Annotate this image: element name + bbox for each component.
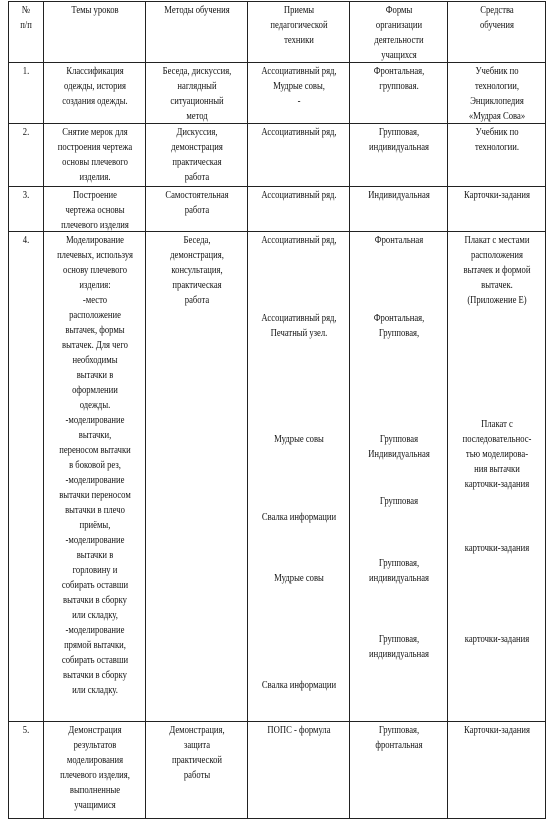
- techniques-line: Печатный узел.: [270, 328, 328, 339]
- header-forms-line: деятельности: [374, 35, 424, 46]
- methods-line: практическая: [172, 157, 222, 168]
- means-line: Плакат с: [481, 419, 513, 430]
- topic-line: моделирования: [66, 755, 124, 766]
- forms-line: Групповая,: [378, 634, 420, 645]
- methods-line: демонстрация: [171, 142, 223, 153]
- topic-line: Классификация: [66, 66, 124, 77]
- header-topic: [53, 3, 137, 18]
- topic-line: прямой вытачки,: [64, 640, 126, 651]
- row-number-text: 5.: [22, 725, 30, 736]
- topic-line: собирать оставши: [61, 580, 129, 591]
- row-4-forms-a: [359, 233, 439, 248]
- topic-line: плечевых, используя: [57, 250, 133, 261]
- header-forms-line: Формы: [385, 5, 413, 16]
- topic-line: создания одежды.: [62, 96, 128, 107]
- topic-line: оформлении: [72, 385, 118, 396]
- forms-line: Групповая,: [378, 558, 420, 569]
- techniques-line: Ассоциативный ряд.: [261, 190, 337, 201]
- row-1-number: [11, 64, 41, 79]
- forms-line: Групповая,: [378, 725, 420, 736]
- means-line: Учебник по: [475, 66, 519, 77]
- row-3-techniques: [257, 188, 341, 203]
- row-4-forms-e: [359, 556, 439, 586]
- means-line: технологии.: [474, 142, 520, 153]
- topic-line: вытачки переносом: [59, 490, 131, 501]
- row-3-methods: [155, 188, 239, 218]
- row-2-topic: [53, 125, 137, 185]
- header-number-line: п/п: [20, 20, 32, 31]
- means-line: расположения: [471, 250, 523, 261]
- forms-line: Индивидуальная: [368, 449, 430, 460]
- row-2-number: [11, 125, 41, 140]
- forms-line: индивидуальная: [369, 142, 429, 153]
- row-number-text: 1.: [22, 66, 30, 77]
- forms-line: групповая.: [379, 81, 419, 92]
- techniques-line: -: [297, 96, 301, 107]
- topic-line: расположение: [69, 310, 121, 321]
- row-4-forms-d: [359, 494, 439, 509]
- header-techniques-line: педагогической: [270, 20, 328, 31]
- row-number-text: 2.: [22, 127, 30, 138]
- row-5-means: [457, 723, 537, 738]
- topic-line: одежды, история: [64, 81, 126, 92]
- row-5-topic: [53, 723, 137, 813]
- means-line: Плакат с местами: [464, 235, 530, 246]
- topic-line: плечевого изделия: [61, 220, 129, 231]
- row-4-techniques-e: [257, 571, 341, 586]
- forms-line: Групповая,: [378, 328, 420, 339]
- methods-line: наглядный: [177, 81, 217, 92]
- methods-line: демонстрация,: [170, 250, 224, 261]
- topic-line: выполненные: [69, 785, 121, 796]
- methods-line: работа: [184, 205, 210, 216]
- row-number-text: 4.: [22, 235, 30, 246]
- methods-line: защита: [183, 740, 211, 751]
- row-3-topic: [53, 188, 137, 233]
- row-number-text: 3.: [22, 190, 30, 201]
- topic-line: -моделирование: [65, 535, 125, 546]
- row-3-means: [457, 188, 537, 203]
- row-4-techniques-d: [257, 510, 341, 525]
- techniques-line: Мудрые совы: [274, 434, 324, 445]
- topic-line: -место: [82, 295, 108, 306]
- topic-line: вытачки в: [76, 370, 114, 381]
- methods-line: практическая: [172, 280, 222, 291]
- header-methods: [155, 3, 239, 18]
- row-1-topic: [53, 64, 137, 109]
- means-line: последовательнос-: [462, 434, 532, 445]
- row-3-forms: [359, 188, 439, 203]
- topic-line: приёмы,: [79, 520, 111, 531]
- topic-line: собирать оставши: [61, 655, 129, 666]
- topic-line: изделия:: [79, 280, 111, 291]
- row-1-methods: [155, 64, 239, 124]
- forms-line: Фронтальная: [374, 235, 424, 246]
- row-5-techniques: [257, 723, 341, 738]
- topic-line: или складку.: [72, 685, 118, 696]
- row-4-forms-f: [359, 632, 439, 662]
- techniques-line: Мудрые совы,: [273, 81, 325, 92]
- header-number: [11, 3, 41, 33]
- techniques-line: Ассоциативный ряд,: [261, 235, 337, 246]
- topic-line: одежды.: [79, 400, 111, 411]
- forms-line: Групповая: [379, 496, 419, 507]
- topic-line: Снятие мерок для: [62, 127, 128, 138]
- means-line: «Мудрая Сова»: [468, 111, 526, 122]
- techniques-line: ПОПС - формула: [267, 725, 331, 736]
- row-4-techniques-a: [257, 233, 341, 248]
- topic-line: необходимы: [72, 355, 118, 366]
- header-means-line: обучения: [479, 20, 514, 31]
- methods-line: практической: [171, 755, 223, 766]
- header-number-line: №: [21, 5, 31, 16]
- topic-line: основы плечевого: [62, 157, 128, 168]
- row-2-means: [457, 125, 537, 155]
- means-line: Учебник по: [475, 127, 519, 138]
- methods-line: работа: [184, 172, 210, 183]
- techniques-line: Мудрые совы: [274, 573, 324, 584]
- methods-line: Беседа,: [183, 235, 211, 246]
- topic-line: учащимися: [74, 800, 116, 811]
- means-line: (Приложение Е): [467, 295, 527, 306]
- topic-line: результатов: [73, 740, 117, 751]
- row-4-number: [11, 233, 41, 248]
- means-line: карточки-задания: [464, 634, 530, 645]
- header-techniques: [257, 3, 341, 48]
- techniques-line: Ассоциативный ряд,: [261, 313, 337, 324]
- means-line: ния вытачки: [474, 464, 520, 475]
- topic-line: -моделирование: [65, 415, 125, 426]
- means-line: Энциклопедия: [470, 96, 524, 107]
- row-4-methods: [155, 233, 239, 308]
- row-4-means-c: [457, 541, 537, 556]
- means-line: Карточки-задания: [464, 190, 530, 201]
- row-3-number: [11, 188, 41, 203]
- forms-line: индивидуальная: [369, 573, 429, 584]
- row-4-forms-b: [359, 311, 439, 341]
- techniques-line: Ассоциативный ряд,: [261, 127, 337, 138]
- topic-line: вытачки в сборку: [63, 670, 127, 681]
- methods-line: Самостоятельная: [165, 190, 229, 201]
- topic-line: переносом вытачки: [59, 445, 131, 456]
- topic-line: -моделирование: [65, 475, 125, 486]
- row-4-means-b: [457, 417, 537, 492]
- forms-line: Фронтальная,: [373, 313, 425, 324]
- topic-line: -моделирование: [65, 625, 125, 636]
- forms-line: Фронтальная,: [373, 66, 425, 77]
- row-5-methods: [155, 723, 239, 783]
- row-4-means-a: [457, 233, 537, 308]
- forms-line: фронтальная: [375, 740, 423, 751]
- row-5-number: [11, 723, 41, 738]
- means-line: вытачек и формой: [463, 265, 531, 276]
- header-methods-line: Методы обучения: [164, 5, 230, 16]
- techniques-line: Свалка информации: [261, 512, 337, 523]
- methods-line: метод: [186, 111, 208, 122]
- means-line: вытачек.: [481, 280, 513, 291]
- means-line: технологии,: [474, 81, 520, 92]
- topic-line: Демонстрация: [68, 725, 122, 736]
- topic-line: вытачки,: [78, 430, 112, 441]
- row-1-techniques: [257, 64, 341, 109]
- row-2-forms: [359, 125, 439, 155]
- means-line: карточки-задания: [464, 479, 530, 490]
- methods-line: работа: [184, 295, 210, 306]
- row-4-topic: [53, 233, 137, 698]
- forms-line: Групповая,: [378, 127, 420, 138]
- techniques-line: Ассоциативный ряд,: [261, 66, 337, 77]
- topic-line: вытачки в сборку: [63, 595, 127, 606]
- means-line: тью моделирова-: [465, 449, 529, 460]
- topic-line: основу плечевого: [62, 265, 128, 276]
- row-1-forms: [359, 64, 439, 94]
- header-means: [457, 3, 537, 33]
- row-2-methods: [155, 125, 239, 185]
- row-1-means: [457, 64, 537, 124]
- row-4-forms-c: [359, 432, 439, 462]
- header-means-line: Средства: [480, 5, 514, 16]
- methods-line: Дискуссия,: [176, 127, 218, 138]
- row-5-forms: [359, 723, 439, 753]
- topic-line: построения чертежа: [57, 142, 133, 153]
- header-topic-line: Темы уроков: [71, 5, 119, 16]
- forms-line: Групповая: [379, 434, 419, 445]
- topic-line: плечевого изделия,: [60, 770, 130, 781]
- means-line: карточки-задания: [464, 543, 530, 554]
- topic-line: Построение: [72, 190, 117, 201]
- methods-line: работы: [183, 770, 211, 781]
- methods-line: консультация,: [171, 265, 223, 276]
- topic-line: изделия.: [79, 172, 111, 183]
- row-4-techniques-f: [257, 678, 341, 693]
- header-forms-line: учащихся: [381, 50, 417, 61]
- forms-line: индивидуальная: [369, 649, 429, 660]
- topic-line: в боковой рез,: [69, 460, 121, 471]
- row-4-techniques-c: [257, 432, 341, 447]
- methods-line: Беседа, дискуссия,: [162, 66, 232, 77]
- row-2-techniques: [257, 125, 341, 140]
- row-4-techniques-b: [257, 311, 341, 341]
- topic-line: Моделирование: [65, 235, 125, 246]
- topic-line: вытачки в: [76, 550, 114, 561]
- techniques-line: Свалка информации: [261, 680, 337, 691]
- topic-line: вытачки в плечо: [65, 505, 125, 516]
- row-4-means-d: [457, 632, 537, 647]
- header-forms-line: организации: [375, 20, 423, 31]
- means-line: Карточки-задания: [464, 725, 530, 736]
- topic-line: или складку,: [72, 610, 118, 621]
- header-techniques-line: техники: [284, 35, 314, 46]
- header-forms: [359, 3, 439, 63]
- topic-line: вытачек. Для чего: [62, 340, 128, 351]
- topic-line: чертежа основы: [65, 205, 125, 216]
- header-techniques-line: Приемы: [283, 5, 315, 16]
- topic-line: вытачек, формы: [65, 325, 125, 336]
- methods-line: Демонстрация,: [169, 725, 225, 736]
- methods-line: ситуационный: [170, 96, 224, 107]
- topic-line: горловину и: [72, 565, 118, 576]
- forms-line: Индивидуальная: [368, 190, 430, 201]
